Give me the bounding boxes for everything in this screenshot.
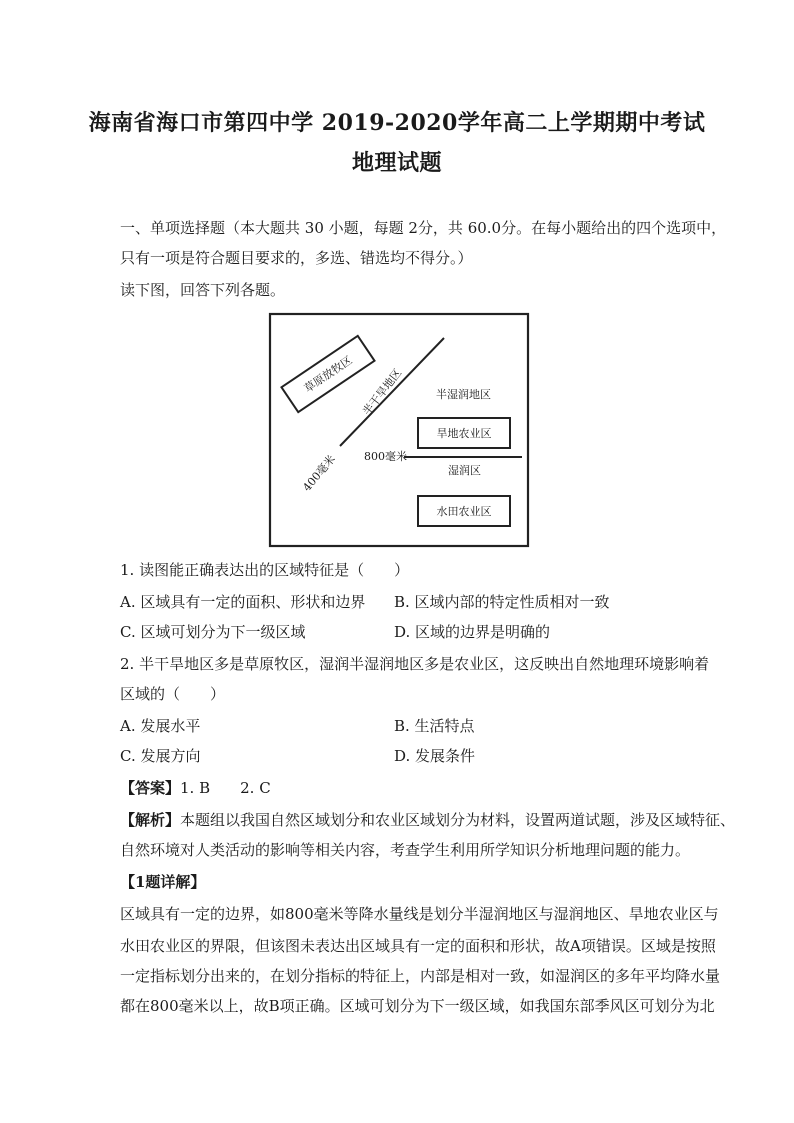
question-1-option-c: C. 区域可划分为下一级区域 bbox=[120, 623, 306, 641]
question-2-option-b: B. 生活特点 bbox=[394, 717, 475, 735]
analysis-line-2: 自然环境对人类活动的影响等相关内容，考查学生利用所学知识分析地理问题的能力。 bbox=[120, 841, 691, 859]
document-title: 海南省海口市第四中学 2019-2020学年高二上学期期中考试 bbox=[88, 110, 706, 136]
question-2-stem-line-1: 2. 半干旱地区多是草原牧区，湿润半湿润地区多是农业区，这反映出自然地理环境影响着 bbox=[120, 655, 710, 673]
question-1-stem: 1. 读图能正确表达出的区域特征是（ ） bbox=[120, 561, 410, 579]
analysis-label: 【解析】 bbox=[120, 811, 181, 829]
document-subtitle: 地理试题 bbox=[351, 150, 442, 176]
question-2-stem-line-2: 区域的（ ） bbox=[120, 685, 226, 703]
detail-line-2: 水田农业区的界限，但该图未表达出区域具有一定的面积和形状，故A项错误。区域是按照 bbox=[120, 937, 716, 955]
answer-line bbox=[120, 778, 271, 798]
detail-line-4: 都在800毫米以上，故B项正确。区域可划分为下一级区域，如我国东部季风区可划分为北 bbox=[120, 997, 715, 1015]
answer-text: 1. B 2. C bbox=[180, 779, 271, 797]
question-1-option-b: B. 区域内部的特定性质相对一致 bbox=[394, 593, 610, 611]
detail-line-1: 区域具有一定的边界，如800毫米等降水量线是划分半湿润地区与湿润地区、旱地农业区与 bbox=[120, 905, 719, 923]
region-diagram bbox=[268, 312, 530, 550]
label-humid: 湿润区 bbox=[448, 464, 481, 477]
section-heading-line-2: 只有一项是符合题目要求的，多选、错选均不得分。） bbox=[120, 249, 473, 267]
label-400mm: 400毫米 bbox=[300, 452, 338, 494]
question-2-option-d: D. 发展条件 bbox=[394, 747, 476, 765]
question-2-option-a: A. 发展水平 bbox=[120, 717, 201, 735]
section-heading-line-1: 一、单项选择题（本大题共 30 小题，每题 2分，共 60.0分。在每小题给出的四个选项中， bbox=[120, 219, 727, 237]
analysis-line-1 bbox=[120, 810, 735, 830]
isohyet-400-line bbox=[340, 338, 444, 446]
label-800mm: 800毫米 bbox=[364, 450, 407, 463]
label-semi-arid: 半干旱地区 bbox=[360, 366, 405, 418]
answer-label: 【答案】 bbox=[120, 779, 181, 797]
label-paddy-farm: 水田农业区 bbox=[436, 505, 492, 518]
region-diagram-svg bbox=[268, 312, 530, 550]
question-1-option-a: A. 区域具有一定的面积、形状和边界 bbox=[120, 593, 366, 611]
detail-line-3: 一定指标划分出来的，在划分指标的特征上，内部是相对一致，如湿润区的多年平均降水量 bbox=[120, 967, 721, 985]
question-2-option-c: C. 发展方向 bbox=[120, 747, 201, 765]
label-grassland: 草原放牧区 bbox=[301, 353, 355, 396]
detail-heading: 【1题详解】 bbox=[120, 873, 206, 891]
instruction-text: 读下图，回答下列各题。 bbox=[120, 281, 286, 299]
label-dryland-farm: 旱地农业区 bbox=[436, 427, 492, 440]
analysis-text-1: 本题组以我国自然区域划分和农业区域划分为材料，设置两道试题，涉及区域特征、 bbox=[180, 811, 736, 829]
question-1-option-d: D. 区域的边界是明确的 bbox=[394, 623, 551, 641]
label-semi-humid: 半湿润地区 bbox=[436, 388, 491, 401]
